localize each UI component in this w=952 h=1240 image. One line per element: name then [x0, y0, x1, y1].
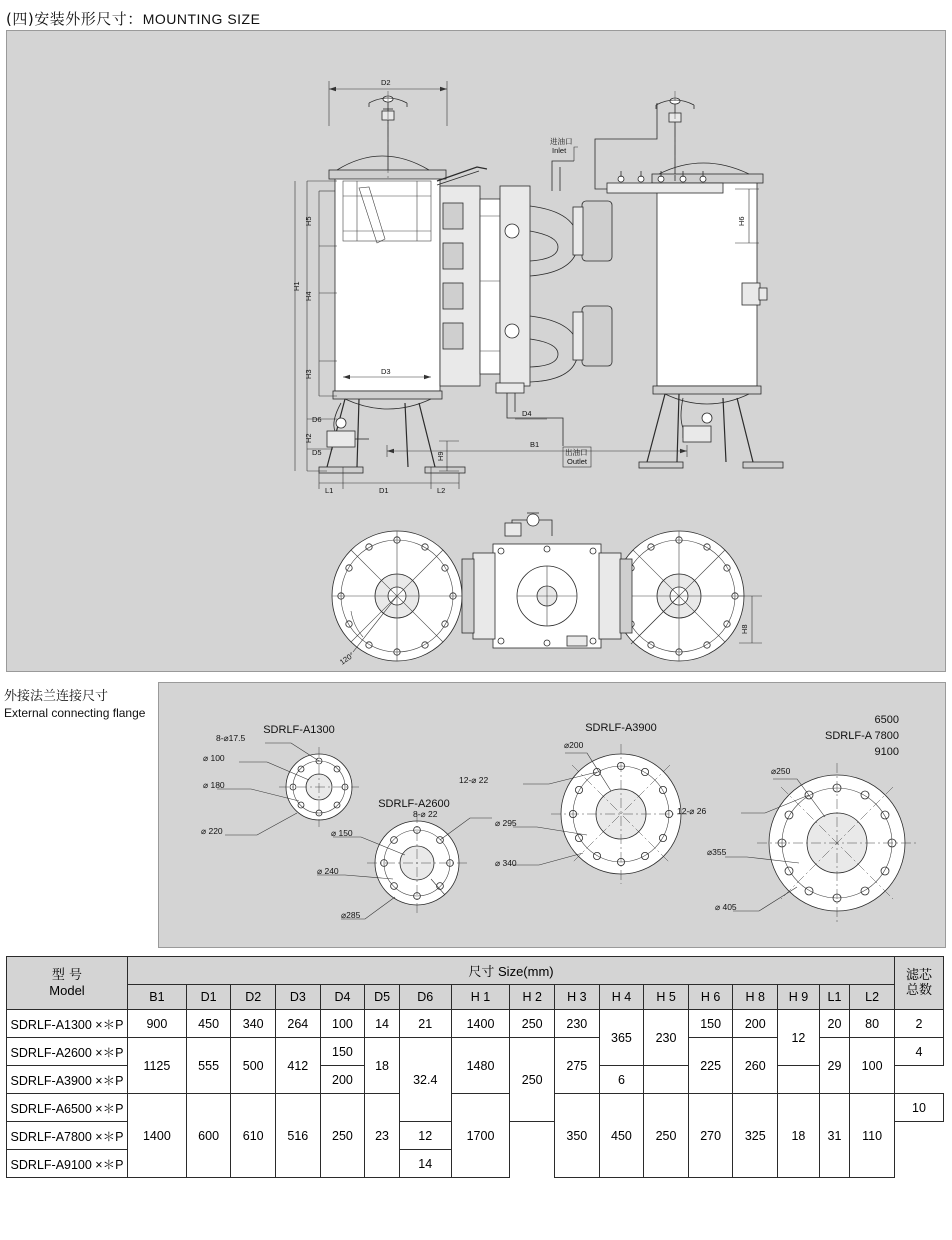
flange-drawing-svg: [159, 683, 945, 947]
flange-a6500-7800-9100: [677, 714, 917, 923]
cell-h2: 250: [510, 1010, 555, 1038]
flange-a1300: [201, 724, 359, 836]
cell-model: SDRLF-A9100 ×＊P: [7, 1150, 128, 1178]
cell-b1: 1400: [128, 1094, 187, 1178]
flange-a3900: [459, 722, 691, 884]
flange-section-caption: [4, 688, 145, 722]
cell-h8: 200: [733, 1010, 778, 1038]
header-model-cn: 型 号: [51, 968, 83, 983]
cell-h2: 250: [510, 1038, 555, 1122]
cell-d2: 340: [231, 1010, 276, 1038]
flange-a1300-d-bolt: ⌀ 180: [203, 780, 225, 790]
right-vessel: [595, 98, 783, 468]
cell-b1: 1125: [128, 1038, 187, 1094]
dim-d2: D2: [381, 78, 391, 87]
dim-h8: H8: [740, 624, 749, 634]
flange-a3900-d-inner: ⌀200: [564, 740, 584, 750]
flange-a2600-d-outer: ⌀285: [341, 910, 361, 920]
cell-l1: 29: [819, 1038, 849, 1094]
page-title-cn: (四)安装外形尺寸：: [6, 10, 143, 28]
flange-a1300-d-outer: ⌀ 220: [201, 826, 223, 836]
col-h4: H 4: [599, 985, 644, 1010]
cell-d5: 23: [365, 1094, 400, 1178]
col-h9: H 9: [778, 985, 820, 1010]
dim-angle: 120°: [337, 650, 356, 667]
cell-h5: 230: [644, 1010, 689, 1066]
header-size: [128, 957, 895, 985]
flange-a2600-title: SDRLF-A2600: [378, 798, 450, 810]
flange-a3900-d-bolt: ⌀ 295: [495, 818, 517, 828]
cell-h3: 275: [555, 1038, 600, 1094]
table-subheader-row: [7, 985, 944, 1010]
col-h8: H 8: [733, 985, 778, 1010]
flange-caption-en: External connecting flange: [4, 706, 146, 720]
flange-a2600-d-bolt: ⌀ 240: [317, 866, 339, 876]
cell-d1: 450: [186, 1010, 231, 1038]
cell-model: SDRLF-A2600 ×＊P: [7, 1038, 128, 1066]
cell-d4: 150: [320, 1038, 365, 1066]
dim-l1: L1: [325, 486, 334, 495]
svg-text:出油口: 出油口: [565, 448, 588, 457]
page-title-en: MOUNTING SIZE: [142, 11, 261, 27]
cell-count: 2: [895, 1010, 944, 1038]
cell-d6: 32.4: [399, 1038, 451, 1122]
col-d6: D6: [399, 985, 451, 1010]
cell-d3: 264: [276, 1010, 321, 1038]
flange-a2600-d-inner: ⌀ 150: [331, 828, 353, 838]
cell-h1: 1700: [451, 1094, 510, 1178]
flange-a2600: [317, 798, 492, 920]
cell-d4: 250: [320, 1094, 365, 1178]
cell-h4: 450: [599, 1094, 644, 1178]
header-element-count: [895, 957, 944, 1010]
inlet-label: [550, 136, 578, 161]
col-l1: L1: [819, 985, 849, 1010]
dim-b1: B1: [530, 440, 540, 449]
flange-a1300-title: SDRLF-A1300: [263, 724, 335, 736]
cell-d6: 21: [399, 1010, 451, 1038]
cell-d1: 555: [186, 1038, 231, 1094]
cell-h3: 230: [555, 1010, 600, 1038]
header-model-en: Model: [49, 983, 85, 998]
col-d3: D3: [276, 985, 321, 1010]
dim-d6: D6: [312, 415, 322, 424]
cell-l1: 31: [819, 1094, 849, 1178]
cell-b1: 900: [128, 1010, 187, 1038]
cell-model: SDRLF-A7800 ×＊P: [7, 1122, 128, 1150]
dim-h5: H5: [304, 216, 313, 226]
cell-d4: 200: [320, 1066, 365, 1094]
spec-table: [6, 956, 944, 1178]
flange-group-d-outer: ⌀ 405: [715, 902, 737, 912]
plan-view: [332, 513, 762, 667]
cell-h6: 150: [688, 1010, 733, 1038]
mounting-drawing-panel: [6, 30, 946, 672]
flange-group-d-bolt: ⌀355: [707, 847, 727, 857]
cell-d3: 412: [276, 1038, 321, 1094]
cell-d5: 18: [365, 1038, 400, 1094]
col-d1: D1: [186, 985, 231, 1010]
table-header-row: [7, 957, 944, 985]
cell-h1: 1400: [451, 1010, 510, 1038]
cell-h6: 225: [688, 1038, 733, 1094]
dim-d4: D4: [522, 409, 532, 418]
cell-d5: 14: [365, 1010, 400, 1038]
cell-count: 6: [599, 1066, 644, 1094]
cell-l1: 20: [819, 1010, 849, 1038]
cell-d4: 100: [320, 1010, 365, 1038]
flange-group-title-1: 6500: [874, 714, 899, 726]
col-h6: H 6: [688, 985, 733, 1010]
flange-a1300-d-inner: ⌀ 100: [203, 753, 225, 763]
cell-count: 12: [399, 1122, 451, 1150]
col-l2: L2: [850, 985, 895, 1010]
col-h3: H 3: [555, 985, 600, 1010]
header-size-en: Size(mm): [498, 964, 554, 979]
cell-h4: 365: [599, 1010, 644, 1066]
dim-d3: D3: [381, 367, 391, 376]
cell-d2: 610: [231, 1094, 276, 1178]
outlet-label: [563, 447, 591, 467]
flange-caption-cn: 外接法兰连接尺寸: [4, 689, 109, 704]
dim-d1: D1: [379, 486, 389, 495]
dim-h1: H1: [292, 281, 301, 291]
cell-d3: 516: [276, 1094, 321, 1178]
cell-model: SDRLF-A1300 ×＊P: [7, 1010, 128, 1038]
flange-a1300-holes: 8-⌀17.5: [216, 733, 246, 743]
spec-table-head: [7, 957, 944, 1010]
cell-h9: 12: [778, 1010, 820, 1066]
flange-group-title-2: SDRLF-A 7800: [825, 730, 899, 742]
dim-h4: H4: [304, 291, 313, 301]
col-d5: D5: [365, 985, 400, 1010]
dim-h2: H2: [304, 433, 313, 443]
flange-a3900-holes: 12-⌀ 22: [459, 775, 489, 785]
cell-d2: 500: [231, 1038, 276, 1094]
flange-a3900-d-outer: ⌀ 340: [495, 858, 517, 868]
col-d4: D4: [320, 985, 365, 1010]
flange-group-d-inner: ⌀250: [771, 766, 791, 776]
cell-model: SDRLF-A3900 ×＊P: [7, 1066, 128, 1094]
spec-table-body: [7, 1010, 944, 1178]
flange-group-title-3: 9100: [874, 746, 899, 758]
flange-a3900-title: SDRLF-A3900: [585, 722, 657, 734]
dim-h6: H6: [737, 216, 746, 226]
cell-l2: 80: [850, 1010, 895, 1038]
cell-count: 14: [399, 1150, 451, 1178]
svg-text:进油口: 进油口: [550, 137, 573, 146]
cell-count: 4: [895, 1038, 944, 1066]
cell-h8: 260: [733, 1038, 778, 1094]
mounting-drawing-svg: [7, 31, 945, 671]
table-row: [7, 1010, 944, 1038]
col-h2: H 2: [510, 985, 555, 1010]
cell-h5: 250: [644, 1094, 689, 1178]
centre-valve-assembly: [437, 161, 612, 446]
svg-text:Outlet: Outlet: [567, 457, 588, 466]
cell-h1: 1480: [451, 1038, 510, 1094]
cell-l2: 100: [850, 1038, 895, 1094]
table-row: [7, 1094, 944, 1122]
header-count-cn1: 滤芯: [905, 968, 932, 983]
col-h5: H 5: [644, 985, 689, 1010]
dim-d5: D5: [312, 448, 322, 457]
flange-group-holes: 12-⌀ 26: [677, 806, 707, 816]
col-d2: D2: [231, 985, 276, 1010]
header-size-cn: 尺寸: [468, 965, 495, 980]
dim-h9: H9: [436, 451, 445, 461]
dim-l2: L2: [437, 486, 446, 495]
dim-h3: H3: [304, 369, 313, 379]
cell-h9: 18: [778, 1094, 820, 1178]
col-h1: H 1: [451, 985, 510, 1010]
col-b1: B1: [128, 985, 187, 1010]
cell-model: SDRLF-A6500 ×＊P: [7, 1094, 128, 1122]
flange-a2600-holes: 8-⌀ 22: [413, 809, 438, 819]
flange-drawing-panel: [158, 682, 946, 948]
cell-l2: 110: [850, 1094, 895, 1178]
cell-count: 10: [895, 1094, 944, 1122]
header-model: [7, 957, 128, 1010]
page-title: [6, 8, 260, 29]
svg-text:Inlet: Inlet: [552, 146, 567, 155]
cell-h8: 325: [733, 1094, 778, 1178]
cell-h3: 350: [555, 1094, 600, 1178]
cell-h6: 270: [688, 1094, 733, 1178]
cell-d1: 600: [186, 1094, 231, 1178]
header-count-cn2: 总数: [905, 983, 932, 998]
